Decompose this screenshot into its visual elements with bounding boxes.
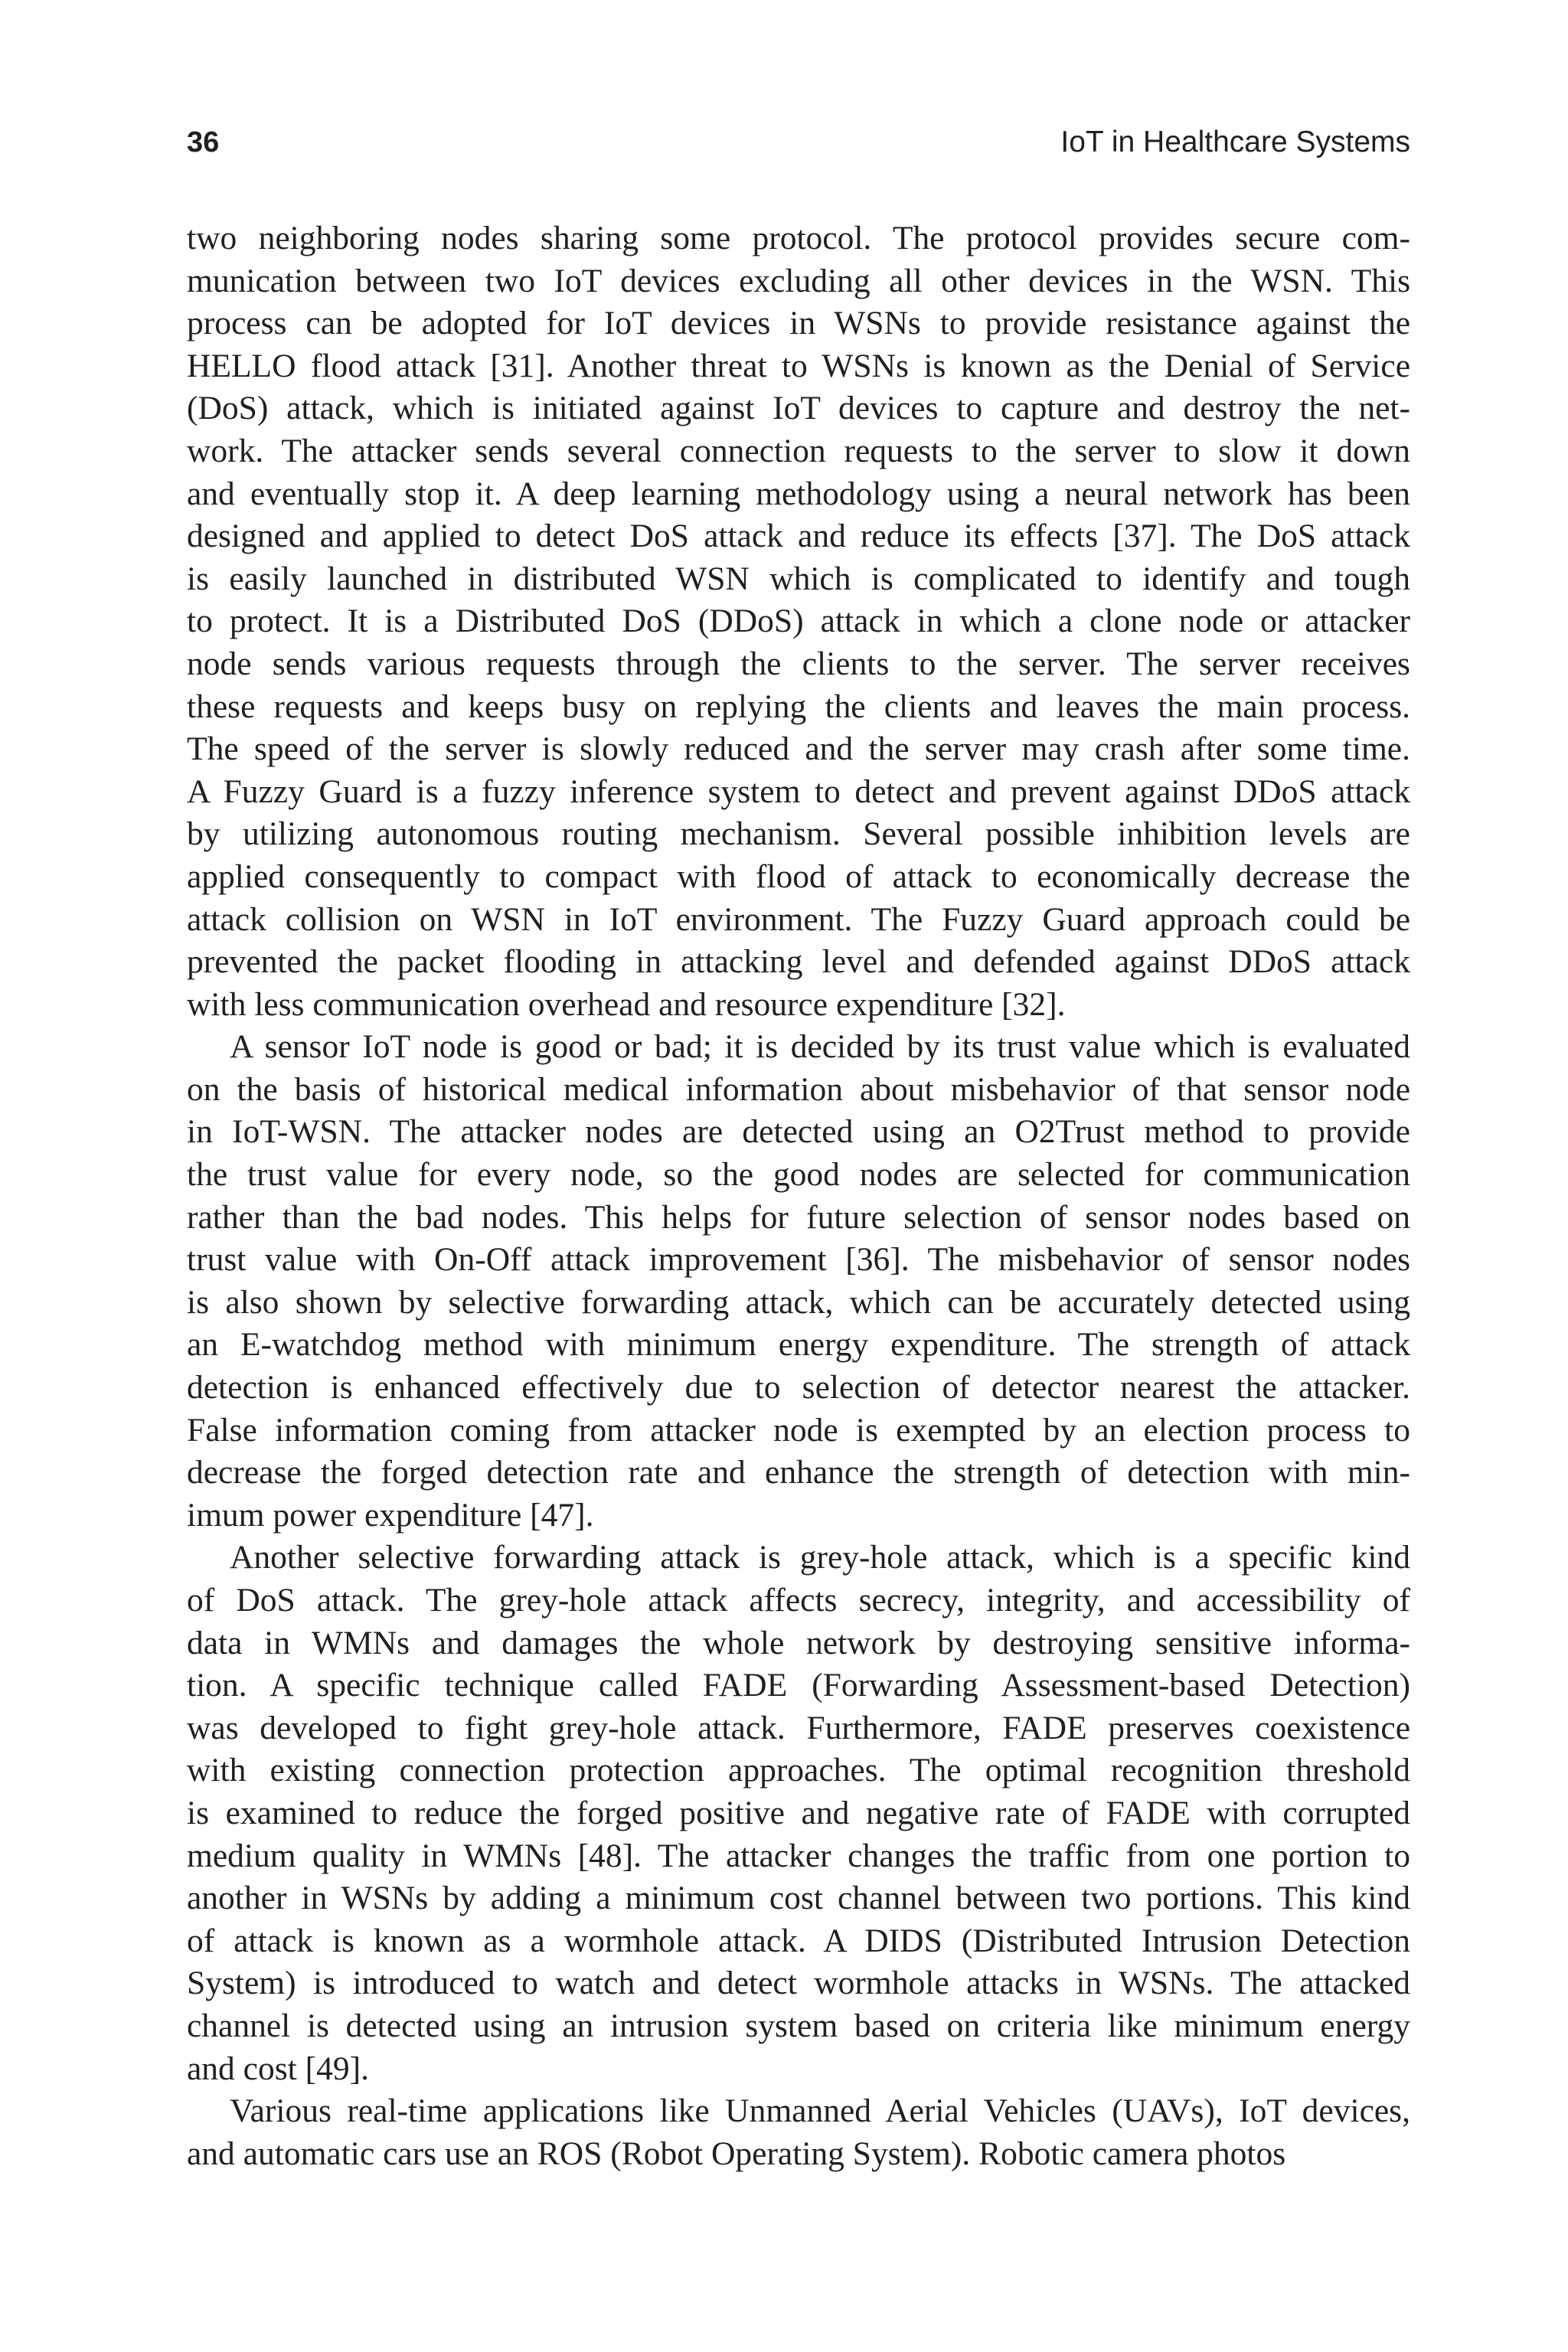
text-line: was developed to fight grey-hole attack. Furthermore, FADE preserves coexistence xyxy=(187,1709,1410,1746)
text-line: munication between two IoT devices excluding all other devices in the WSN. This xyxy=(187,262,1410,299)
text-line: detection is enhanced effectively due to selection of detector nearest the attacker. xyxy=(187,1369,1410,1406)
paragraph xyxy=(187,217,1410,1026)
page-number: 36 xyxy=(187,126,220,158)
text-line: with existing connection protection approaches. The optimal recognition threshold xyxy=(187,1752,1410,1789)
text-line: two neighboring nodes sharing some protocol. The protocol provides secure com- xyxy=(187,220,1410,256)
text-line: channel is detected using an intrusion system based on criteria like minimum energy xyxy=(187,2007,1410,2044)
body-text xyxy=(187,217,1410,2175)
text-line: another in WSNs by adding a minimum cost channel between two portions. This kind xyxy=(187,1880,1410,1917)
text-line: decrease the forged detection rate and enhance the strength of detection with min- xyxy=(187,1454,1410,1491)
text-line: work. The attacker sends several connection requests to the server to slow it down xyxy=(187,432,1410,469)
text-line: data in WMNs and damages the whole network by destroying sensitive informa- xyxy=(187,1624,1410,1661)
text-line: and eventually stop it. A deep learning methodology using a neural network has been xyxy=(187,475,1410,512)
text-line: imum power expenditure [47]. xyxy=(187,1496,594,1534)
text-line: node sends various requests through the clients to the server. The server receives xyxy=(187,645,1410,682)
text-line: Another selective forwarding attack is grey-hole attack, which is a specific kind xyxy=(230,1539,1410,1576)
text-line: A Fuzzy Guard is a fuzzy inference system to detect and prevent against DDoS attack xyxy=(187,773,1410,810)
paragraph xyxy=(187,1026,1410,1537)
text-line: The speed of the server is slowly reduced and the server may crash after some time. xyxy=(187,730,1410,768)
text-line: an E-watchdog method with minimum energy expenditure. The strength of attack xyxy=(187,1326,1410,1364)
paragraph xyxy=(187,1537,1410,2090)
text-line: and cost [49]. xyxy=(187,2050,369,2087)
text-line: medium quality in WMNs [48]. The attacker changes the traffic from one portion to xyxy=(187,1837,1410,1874)
text-line: rather than the bad nodes. This helps for future selection of sensor nodes based on xyxy=(187,1198,1410,1236)
text-line: is also shown by selective forwarding attack, which can be accurately detected using xyxy=(187,1283,1410,1321)
text-line: A sensor IoT node is good or bad; it is decided by its trust value which is evaluated xyxy=(230,1028,1410,1066)
text-line: the trust value for every node, so the good nodes are selected for communication xyxy=(187,1156,1410,1194)
text-line: HELLO flood attack [31]. Another threat to WSNs is known as the Denial of Service xyxy=(187,347,1410,384)
text-line: to protect. It is a Distributed DoS (DDoS) attack in which a clone node or attacker xyxy=(187,603,1410,640)
text-line: applied consequently to compact with flood of attack to economically decrease the xyxy=(187,858,1410,895)
text-line: of attack is known as a wormhole attack. A DIDS (Distributed Intrusion Detection xyxy=(187,1922,1410,1959)
text-line: Various real-time applications like Unmanned Aerial Vehicles (UAVs), IoT devices, xyxy=(230,2092,1410,2130)
text-line: process can be adopted for IoT devices in WSNs to provide resistance against the xyxy=(187,305,1410,342)
paragraph xyxy=(187,2090,1410,2175)
text-line: prevented the packet flooding in attacking level and defended against DDoS attack xyxy=(187,943,1410,981)
text-line: tion. A specific technique called FADE (Forwarding Assessment-based Detection) xyxy=(187,1667,1410,1704)
book-title: IoT in Healthcare Systems xyxy=(1060,126,1410,158)
text-line: by utilizing autonomous routing mechanism. Several possible inhibition levels are xyxy=(187,815,1410,853)
text-line: these requests and keeps busy on replying the clients and leaves the main process. xyxy=(187,688,1410,725)
text-line: is examined to reduce the forged positive and negative rate of FADE with corrupted xyxy=(187,1794,1410,1831)
text-line: trust value with On-Off attack improvement [36]. The misbehavior of sensor nodes xyxy=(187,1241,1410,1279)
text-line: is easily launched in distributed WSN which is complicated to identify and tough xyxy=(187,560,1410,597)
text-line: False information coming from attacker node is exempted by an election process to xyxy=(187,1411,1410,1449)
running-head xyxy=(187,121,1410,164)
text-line: of DoS attack. The grey-hole attack affects secrecy, integrity, and accessibility of xyxy=(187,1582,1410,1619)
text-line: attack collision on WSN in IoT environment. The Fuzzy Guard approach could be xyxy=(187,900,1410,938)
text-line: designed and applied to detect DoS attack and reduce its effects [37]. The DoS attack xyxy=(187,518,1410,555)
text-line: on the basis of historical medical information about misbehavior of that sensor node xyxy=(187,1070,1410,1108)
text-line: with less communication overhead and resource expenditure [32]. xyxy=(187,985,1066,1023)
text-line: System) is introduced to watch and detect wormhole attacks in WSNs. The attacked xyxy=(187,1965,1410,2002)
text-line: and automatic cars use an ROS (Robot Operating System). Robotic camera photos xyxy=(187,2135,1286,2172)
text-line: (DoS) attack, which is initiated against IoT devices to capture and destroy the net- xyxy=(187,390,1410,427)
text-line: in IoT-WSN. The attacker nodes are detected using an O2Trust method to provide xyxy=(187,1113,1410,1151)
